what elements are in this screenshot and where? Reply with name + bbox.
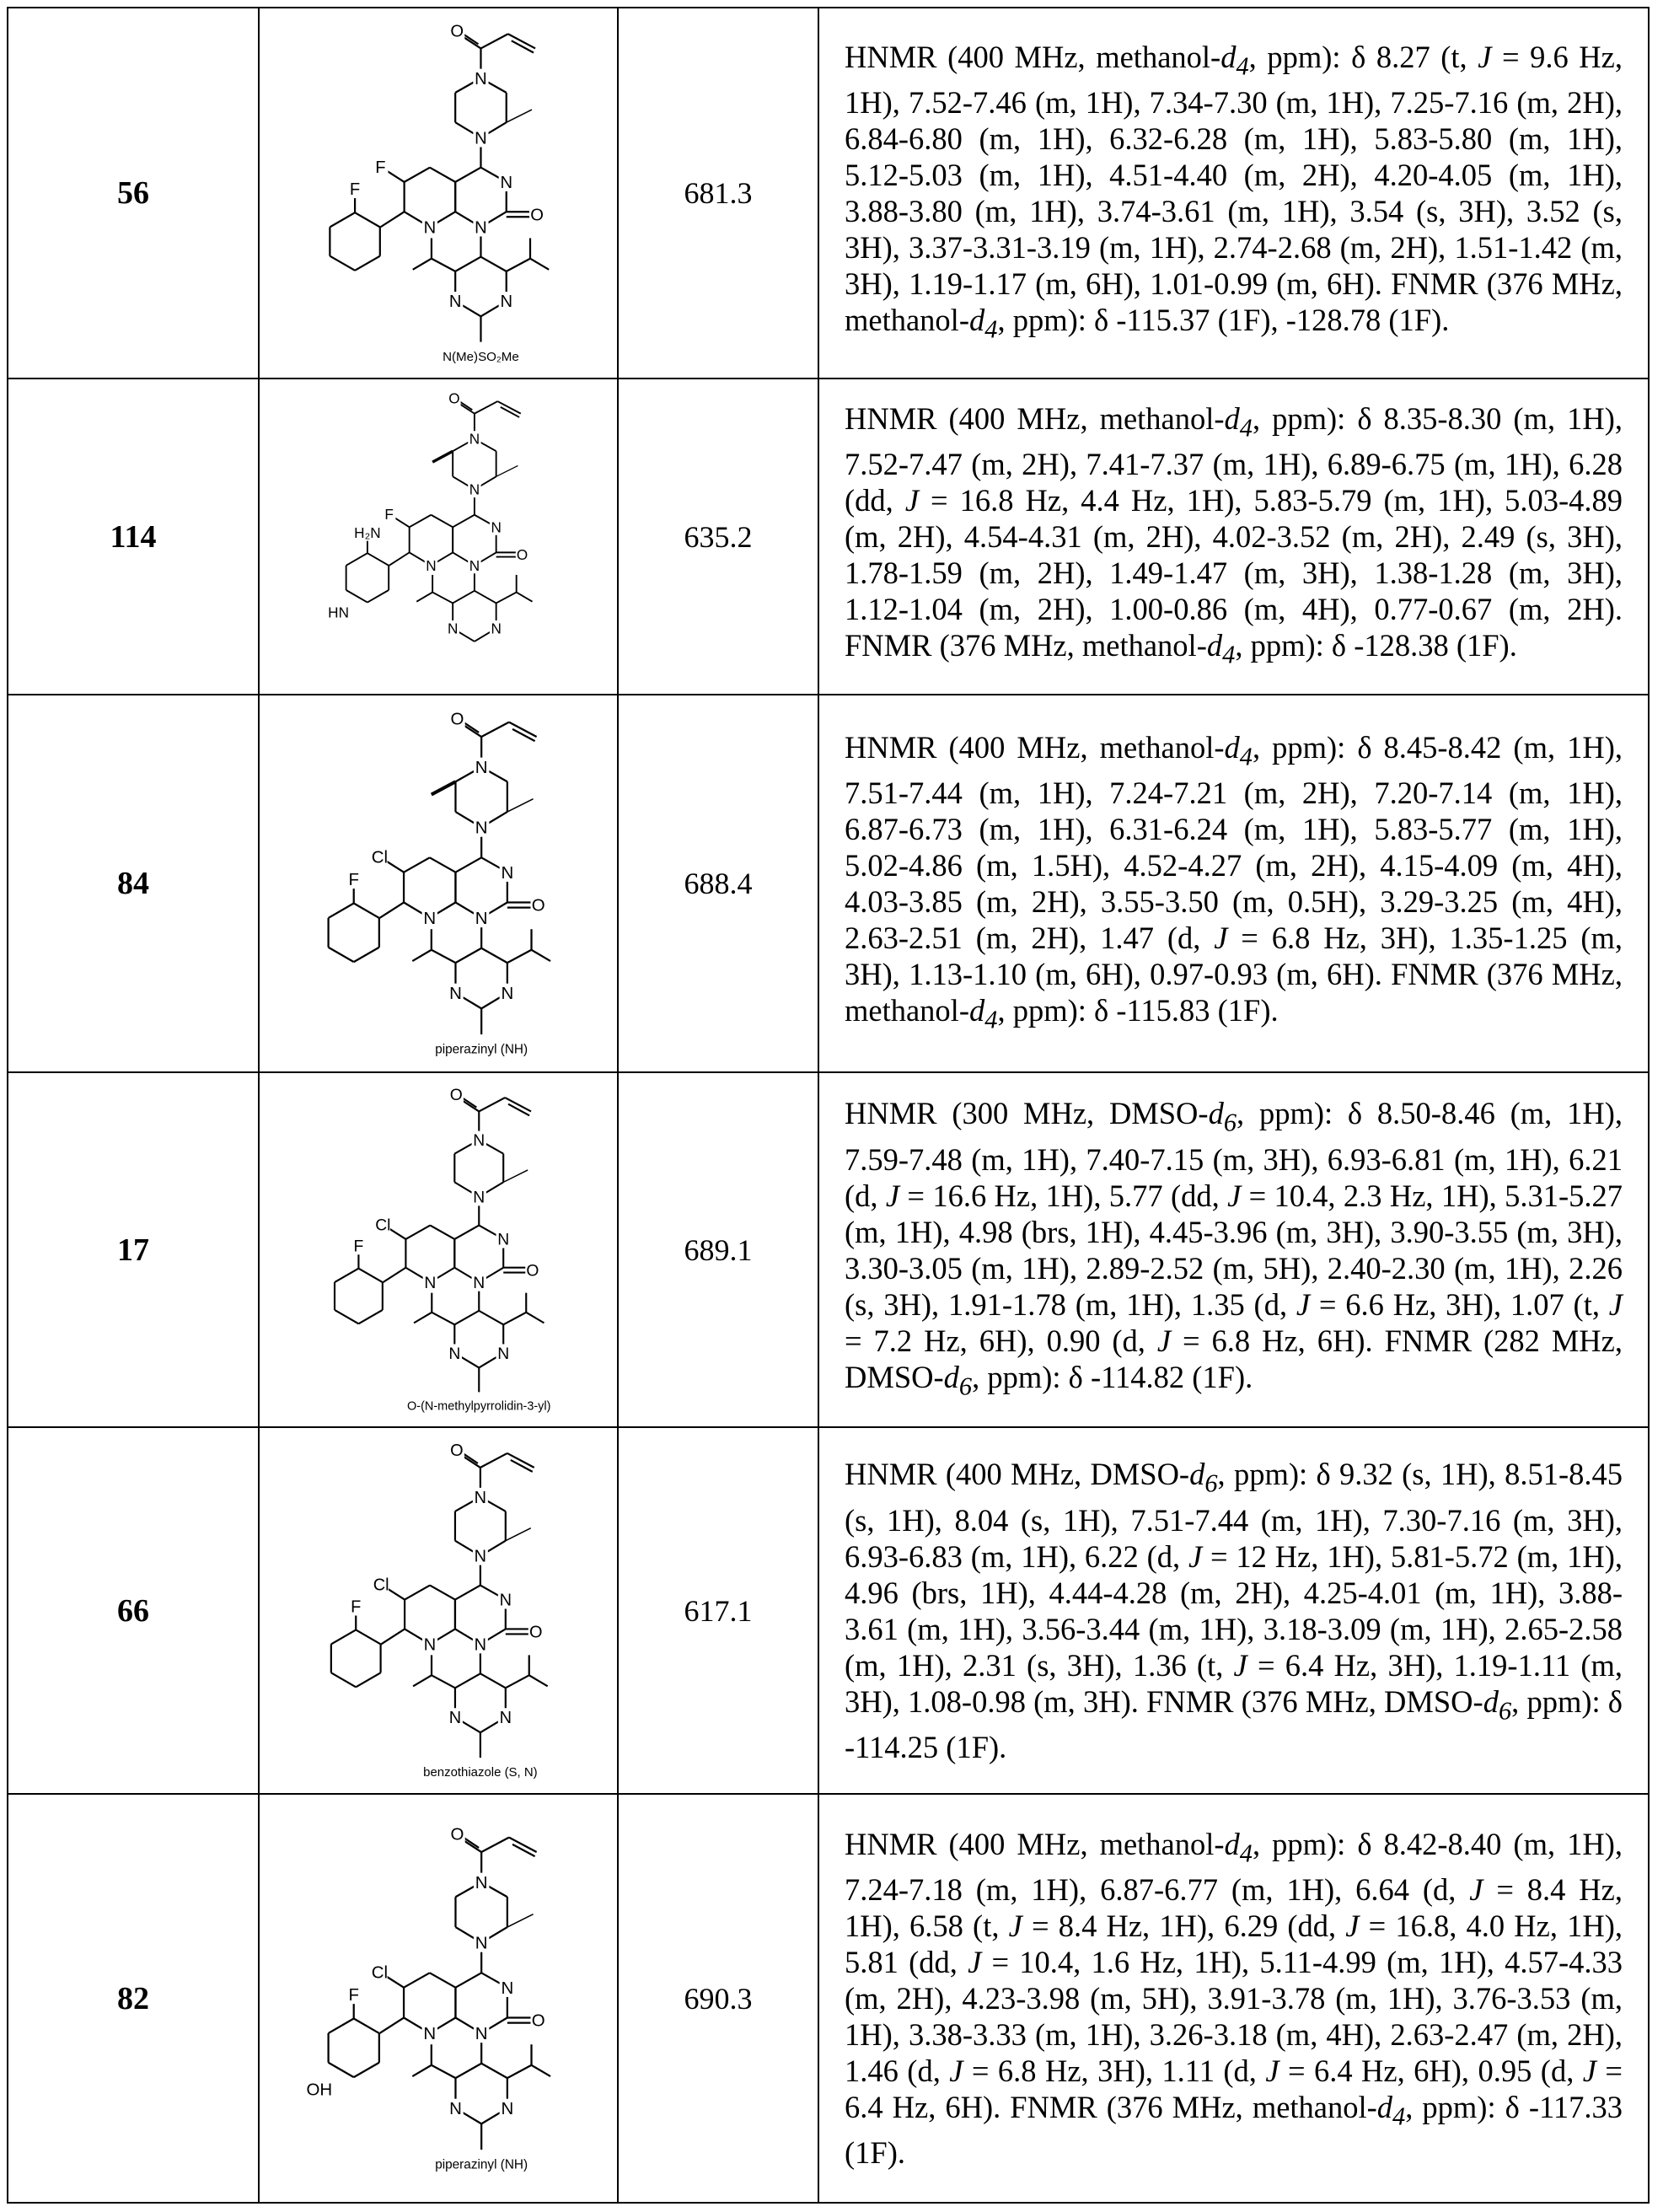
bond: [526, 1313, 544, 1323]
atom-label: N: [426, 557, 436, 574]
bond: [367, 553, 389, 566]
bond: [383, 1268, 405, 1282]
bond: [335, 1310, 358, 1323]
bond: [404, 857, 430, 872]
bond: [507, 110, 532, 122]
table-row: [8, 8, 1649, 379]
atom-label: N: [449, 2099, 462, 2118]
atom-label: F: [350, 180, 360, 199]
compound-number: 56: [8, 8, 259, 379]
bond: [532, 2064, 551, 2075]
bond: [454, 1226, 479, 1239]
bond: [335, 1269, 358, 1282]
bond: [530, 259, 549, 270]
structure-drawing: [287, 1430, 590, 1791]
atom-label: OH: [306, 2080, 332, 2099]
bond: [414, 1313, 432, 1323]
mass-value: 681.3: [618, 8, 818, 379]
atom-label: N: [423, 2024, 436, 2043]
atom-label: N: [469, 481, 480, 498]
atom-label: N: [497, 1232, 509, 1249]
bond: [394, 517, 410, 527]
atom-label: Cl: [372, 847, 388, 867]
bond: [404, 1973, 430, 1987]
bond: [480, 1453, 507, 1468]
bond: [329, 948, 354, 962]
substituent-label: piperazinyl (NH): [435, 1043, 528, 1057]
bond: [379, 903, 404, 918]
atom-label: N: [475, 1873, 488, 1893]
atom-label: O: [532, 896, 545, 915]
bond: [480, 34, 507, 48]
chemical-structure: [259, 1794, 618, 2203]
bond: [430, 1586, 455, 1600]
bond: [432, 259, 455, 271]
atom-label: N: [448, 620, 458, 636]
atom-label: N: [475, 70, 487, 89]
bond: [354, 948, 379, 962]
atom-label: N: [449, 1709, 461, 1727]
compound-data-table: [7, 7, 1650, 2204]
bond: [354, 2018, 379, 2032]
atom-label: O: [532, 2011, 545, 2030]
bond: [517, 593, 533, 602]
atom-label: N: [475, 1489, 486, 1507]
structure-drawing: [287, 10, 590, 376]
nmr-data: HNMR (400 MHz, methanol-d4, ppm): δ 8.27 (t, J = 9.6 Hz, 1H), 7.52-7.46 (m, 1H), 7.34-7.30 (m, 1H), 7.25-7.16 (m, 2H), 6.84-6.80 (m, 1H), 6.32-6.28 (m, 1H), 5.83-5.80 (m, 1H), 5.12-5.03 (m, 1H), 4.51-4.40 (m, 2H), 4.20-4.05 (m, 1H), 3.88-3.80 (m, 1H), 3.74-3.61 (m, 1H), 3.54 (s, 3H), 3.52 (s, 3H), 3.37-3.31-3.19 (m, 1H), 2.74-2.68 (m, 2H), 1.51-1.42 (m, 3H), 1.19-1.17 (m, 6H), 1.01-0.99 (m, 6H). FNMR (376 MHz, methanol-d4, ppm): δ -115.37 (1F), -128.78 (1F).: [818, 8, 1649, 379]
bond: [455, 857, 481, 872]
compound-number: 17: [8, 1072, 259, 1427]
bond: [453, 515, 475, 528]
table-row: [8, 695, 1649, 1072]
atom-label: F: [384, 506, 393, 523]
bond: [431, 515, 453, 528]
bond: [413, 1675, 432, 1686]
mass-value: 617.1: [618, 1427, 818, 1794]
bond: [454, 1311, 479, 1324]
bond: [496, 465, 518, 476]
bond: [354, 904, 379, 918]
bond: [480, 1673, 506, 1688]
atom-label: N: [424, 218, 437, 237]
bond: [385, 170, 404, 182]
bond: [405, 168, 430, 182]
bond: [367, 590, 389, 603]
atom-label: N: [423, 909, 436, 928]
atom-label: N: [497, 1345, 509, 1363]
bond: [475, 591, 496, 604]
atom-label: Cl: [373, 1576, 389, 1595]
bond: [355, 212, 380, 227]
table-row: [8, 379, 1649, 695]
atom-label: N: [475, 129, 487, 148]
bond: [405, 1226, 430, 1239]
bond: [330, 256, 355, 271]
atom-label: N: [500, 174, 512, 192]
bond: [532, 950, 551, 961]
bond: [416, 593, 432, 602]
bond: [356, 1629, 380, 1644]
compound-number: 114: [8, 379, 259, 695]
table-row: [8, 1794, 1649, 2203]
bond: [380, 212, 404, 227]
nmr-data: HNMR (400 MHz, DMSO-d6, ppm): δ 9.32 (s, 1H), 8.51-8.45 (s, 1H), 8.04 (s, 1H), 7.51-7.44 (m, 1H), 7.30-7.16 (m, 3H), 6.93-6.83 (m, 1H), 6.22 (d, J = 12 Hz, 1H), 5.81-5.72 (m, 1H), 4.96 (brs, 1H), 4.44-4.28 (m, 2H), 4.25-4.01 (m, 1H), 3.88-3.61 (m, 1H), 3.56-3.44 (m, 1H), 3.18-3.09 (m, 1H), 2.65-2.58 (m, 1H), 2.31 (s, 3H), 1.36 (t, J = 6.4 Hz, 3H), 1.19-1.11 (m, 3H), 1.08-0.98 (m, 3H). FNMR (376 MHz, DMSO-d6, ppm): δ -114.25 (1F).: [818, 1427, 1649, 1794]
nmr-data: HNMR (400 MHz, methanol-d4, ppm): δ 8.35-8.30 (m, 1H), 7.52-7.47 (m, 2H), 7.41-7.37 (m, 1H), 6.89-6.75 (m, 1H), 6.28 (dd, J = 16.8 Hz, 4.4 Hz, 1H), 5.83-5.79 (m, 1H), 5.03-4.89 (m, 2H), 4.54-4.31 (m, 2H), 4.02-3.52 (m, 2H), 2.49 (s, 3H), 1.78-1.59 (m, 2H), 1.49-1.47 (m, 3H), 1.38-1.28 (m, 3H), 1.12-1.04 (m, 2H), 1.00-0.86 (m, 4H), 0.77-0.67 (m, 2H). FNMR (376 MHz, methanol-d4, ppm): δ -128.38 (1F).: [818, 379, 1649, 695]
nmr-data: HNMR (300 MHz, DMSO-d6, ppm): δ 8.50-8.46 (m, 1H), 7.59-7.48 (m, 1H), 7.40-7.15 (m, 3H), 6.93-6.81 (m, 1H), 6.21 (d, J = 16.6 Hz, 1H), 5.77 (dd, J = 10.4, 2.3 Hz, 1H), 5.31-5.27 (m, 1H), 4.98 (brs, 1H), 4.45-3.96 (m, 3H), 3.90-3.55 (m, 3H), 3.30-3.05 (m, 1H), 2.89-2.52 (m, 5H), 2.40-2.30 (m, 1H), 2.26 (s, 3H), 1.91-1.78 (m, 1H), 1.35 (d, J = 6.6 Hz, 3H), 1.07 (t, J = 7.2 Hz, 6H), 0.90 (d, J = 6.8 Hz, 6H). FNMR (282 MHz, DMSO-d6, ppm): δ -114.82 (1F).: [818, 1072, 1649, 1427]
bond: [432, 451, 453, 462]
atom-label: O: [530, 206, 544, 224]
bond: [507, 2064, 532, 2077]
compound-number: 84: [8, 695, 259, 1072]
bond: [432, 781, 456, 794]
atom-label: F: [351, 1597, 361, 1616]
atom-label: N: [475, 2024, 488, 2043]
bond: [389, 552, 410, 565]
bond: [430, 1226, 454, 1239]
atom-label: N: [424, 1635, 436, 1654]
atom-label: O: [450, 1087, 463, 1104]
bond: [354, 2062, 379, 2076]
bond: [410, 515, 432, 528]
bond: [455, 257, 480, 271]
bond: [455, 1973, 481, 1987]
atom-label: N: [475, 1548, 486, 1566]
atom-label: Cl: [372, 1962, 388, 1982]
bond: [331, 1672, 356, 1687]
atom-label: F: [348, 1985, 359, 2005]
bond: [358, 1269, 382, 1282]
atom-label: N: [469, 431, 480, 448]
atom-label: N: [500, 293, 512, 311]
bond: [432, 2064, 456, 2077]
atom-label: N: [500, 1592, 512, 1610]
bond: [432, 593, 453, 604]
atom-label: N: [500, 1709, 512, 1727]
atom-label: F: [348, 870, 359, 889]
substituent-label: benzothiazole (S, N): [423, 1765, 537, 1780]
atom-label: F: [375, 158, 385, 177]
atom-label: N: [424, 1275, 436, 1292]
atom-label: O: [529, 1623, 543, 1641]
bond: [507, 950, 532, 963]
atom-label: N: [449, 293, 462, 311]
bond: [479, 1311, 503, 1324]
bond: [331, 1629, 356, 1644]
atom-label: H₂N: [354, 524, 380, 541]
chemical-structure: [259, 379, 618, 695]
bond: [430, 1973, 456, 1987]
bond: [430, 168, 455, 182]
bond: [355, 256, 380, 271]
bond: [506, 1675, 529, 1688]
bond: [329, 2018, 354, 2032]
bond: [381, 1629, 405, 1644]
atom-label: O: [526, 1262, 539, 1280]
bond: [506, 1528, 531, 1541]
structure-drawing: [287, 381, 590, 692]
substituent-label: O-(N-methylpyrrolidin-3-yl): [407, 1400, 550, 1414]
atom-label: N: [501, 2099, 513, 2118]
atom-label: N: [475, 758, 488, 777]
bond: [475, 401, 497, 414]
atom-label: N: [449, 984, 462, 1003]
chemical-structure: [259, 695, 618, 1072]
substituent-label: piperazinyl (NH): [435, 2157, 528, 2172]
bond: [455, 1673, 480, 1688]
bond: [329, 2062, 354, 2076]
bond: [496, 593, 517, 604]
bond: [358, 1310, 382, 1323]
atom-label: N: [491, 518, 501, 535]
atom-label: N: [475, 909, 488, 928]
bond: [356, 1672, 380, 1687]
atom-label: N: [491, 620, 501, 636]
bond: [330, 212, 355, 227]
atom-label: N: [475, 1933, 488, 1952]
bond: [405, 1586, 430, 1600]
structure-drawing: [287, 1813, 590, 2184]
bond: [480, 257, 506, 271]
bond: [329, 904, 354, 918]
bond: [455, 948, 481, 963]
bond: [413, 259, 432, 270]
chemical-structure: [259, 8, 618, 379]
substituent-label: N(Me)SO₂Me: [443, 350, 519, 364]
bond: [507, 259, 530, 271]
atom-label: N: [473, 1132, 485, 1150]
atom-label: N: [448, 1345, 460, 1363]
bond: [379, 2017, 404, 2032]
atom-label: O: [517, 546, 528, 563]
bond: [481, 948, 507, 963]
atom-label: N: [469, 557, 480, 574]
table-row: [8, 1072, 1649, 1427]
bond: [503, 1170, 528, 1182]
bond: [455, 168, 480, 182]
atom-label: O: [450, 1442, 464, 1460]
chemical-structure: [259, 1072, 618, 1427]
atom-label: O: [450, 22, 464, 40]
bond: [503, 1313, 526, 1324]
atom-label: N: [475, 218, 487, 237]
bond: [432, 1675, 455, 1688]
atom-label: O: [448, 390, 459, 407]
bond: [529, 1675, 548, 1686]
structure-drawing: [287, 698, 590, 1069]
bond: [430, 857, 456, 872]
chemical-structure: [259, 1427, 618, 1794]
mass-value: 689.1: [618, 1072, 818, 1427]
bond: [412, 2064, 432, 2075]
atom-label: N: [501, 1978, 513, 1997]
bond: [481, 2063, 507, 2077]
atom-label: O: [451, 710, 464, 729]
bond: [346, 590, 367, 603]
bond: [507, 799, 534, 812]
mass-value: 635.2: [618, 379, 818, 695]
atom-label: N: [473, 1189, 485, 1207]
bond: [432, 1313, 454, 1324]
bond: [507, 1914, 534, 1926]
bond: [455, 1586, 480, 1600]
atom-label: HN: [328, 604, 349, 621]
atom-label: O: [451, 1824, 464, 1844]
atom-label: F: [354, 1238, 364, 1255]
bond: [412, 950, 432, 961]
bond: [455, 2063, 481, 2077]
compound-number: 66: [8, 1427, 259, 1794]
bond: [481, 1837, 509, 1851]
bond: [479, 1098, 505, 1111]
atom-label: N: [473, 1275, 485, 1292]
bond: [432, 950, 456, 963]
table-row: [8, 1427, 1649, 1794]
atom-label: N: [475, 1635, 486, 1654]
bond: [346, 553, 367, 566]
atom-label: N: [501, 984, 513, 1003]
atom-label: N: [501, 863, 513, 883]
structure-drawing: [287, 1075, 590, 1425]
mass-value: 690.3: [618, 1794, 818, 2203]
nmr-data: HNMR (400 MHz, methanol-d4, ppm): δ 8.42-8.40 (m, 1H), 7.24-7.18 (m, 1H), 6.87-6.77 (m, 1H), 6.64 (d, J = 8.4 Hz, 1H), 6.58 (t, J = 8.4 Hz, 1H), 6.29 (dd, J = 16.8, 4.0 Hz, 1H), 5.81 (dd, J = 10.4, 1.6 Hz, 1H), 5.11-4.99 (m, 1H), 4.57-4.33 (m, 2H), 4.23-3.98 (m, 5H), 3.91-3.78 (m, 1H), 3.76-3.53 (m, 1H), 3.38-3.33 (m, 1H), 3.26-3.18 (m, 4H), 2.63-2.47 (m, 2H), 1.46 (d, J = 6.8 Hz, 3H), 1.11 (d, J = 6.4 Hz, 6H), 0.95 (d, J = 6.4 Hz, 6H). FNMR (376 MHz, methanol-d4, ppm): δ -117.33 (1F).: [818, 1794, 1649, 2203]
bond: [481, 722, 509, 737]
nmr-data: HNMR (400 MHz, methanol-d4, ppm): δ 8.45-8.42 (m, 1H), 7.51-7.44 (m, 1H), 7.24-7.21 (m, 2H), 7.20-7.14 (m, 1H), 6.87-6.73 (m, 1H), 6.31-6.24 (m, 1H), 5.83-5.77 (m, 1H), 5.02-4.86 (m, 1.5H), 4.52-4.27 (m, 2H), 4.15-4.09 (m, 4H), 4.03-3.85 (m, 2H), 3.55-3.50 (m, 0.5H), 3.29-3.25 (m, 4H), 2.63-2.51 (m, 2H), 1.47 (d, J = 6.8 Hz, 3H), 1.35-1.25 (m, 3H), 1.13-1.10 (m, 6H), 0.97-0.93 (m, 6H). FNMR (376 MHz, methanol-d4, ppm): δ -115.83 (1F).: [818, 695, 1649, 1072]
mass-value: 688.4: [618, 695, 818, 1072]
atom-label: N: [475, 819, 488, 838]
atom-label: Cl: [375, 1216, 390, 1234]
compound-number: 82: [8, 1794, 259, 2203]
bond: [453, 591, 475, 604]
